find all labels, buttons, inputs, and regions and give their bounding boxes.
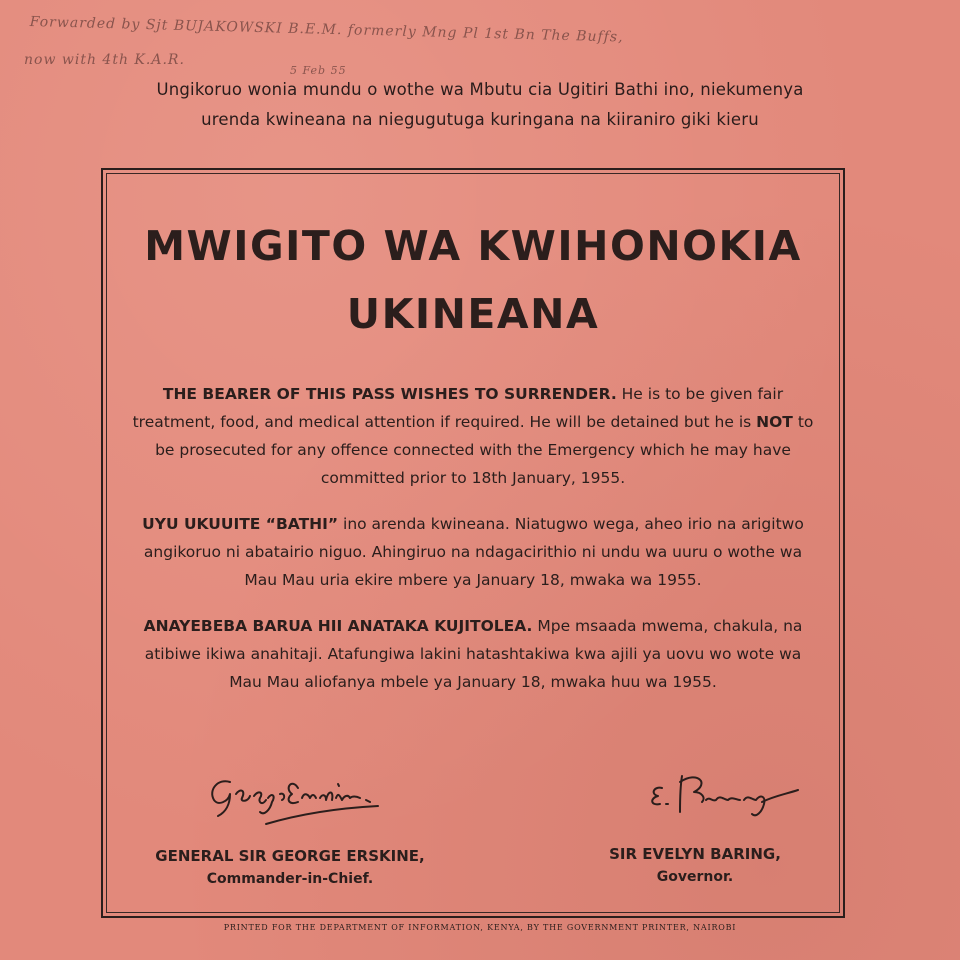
handwritten-note-line-1: Forwarded by Sjt BUJAKOWSKI B.E.M. formerly Mng Pl 1st Bn The Buffs, [29,14,624,46]
english-body-2: to be prosecuted for any offence connected with the Emergency which he may have committed prior to 18th January, 1955. [155,413,814,487]
printer-footer: PRINTED FOR THE DEPARTMENT OF INFORMATION, KENYA, BY THE GOVERNMENT PRINTER, NAIROBI [223,923,737,932]
header-line-2: urenda kwineana na niegugutuga kuringana na kiiraniro giki kieru [201,110,759,129]
right-signer-name: SIR EVELYN BARING, [609,845,781,863]
kikuyu-body: ino arenda kwineana. Niatugwo wega, aheo irio na arigitwo angikoruo ni abatairio niguo. Ahingiruo na ndagacirithio ni undu wa uuru o wothe wa Mau Mau uria ekire mbere ya January 18, mwaka wa 1955. [143,515,804,589]
erskine-signature [200,760,390,830]
swahili-paragraph [132,612,814,696]
english-body-1: He is to be given fair treatment, food, and medical attention if required. He will be detained but he is [132,385,784,431]
swahili-body: Mpe msaada mwema, chakula, na atibiwe ikiwa anahitaji. Atafungiwa lakini hatashtakiwa kwa ajili ya uovu wo wote wa Mau Mau aliofanya mbele ya January 18, mwaka huu wa 1955. [144,617,803,691]
handwritten-date: 5 Feb 55 [290,64,347,77]
swahili-lead: ANAYEBEBA BARUA HII ANATAKA KUJITOLEA. [143,617,533,635]
kikuyu-paragraph [132,510,814,594]
pass-title-line-1: MWIGITO WA KWIHONOKIA [144,222,802,270]
handwritten-note-line-2: now with 4th K.A.R. [24,52,185,68]
english-paragraph [132,380,814,492]
header-line-1: Ungikoruo wonia mundu o wothe wa Mbutu cia Ugitiri Bathi ino, niekumenya [156,80,804,99]
english-lead: THE BEARER OF THIS PASS WISHES TO SURRENDER. [162,385,617,403]
baring-signature [640,760,810,830]
english-not-emphasis: NOT [756,413,793,431]
left-signer-name: GENERAL SIR GEORGE ERSKINE, [155,847,425,865]
kikuyu-lead: UYU UKUUITE “BATHI” [142,515,339,533]
right-signer-title: Governor. [656,869,734,885]
left-signer-title: Commander-in-Chief. [206,871,374,887]
pass-title-line-2: UKINEANA [346,290,600,338]
